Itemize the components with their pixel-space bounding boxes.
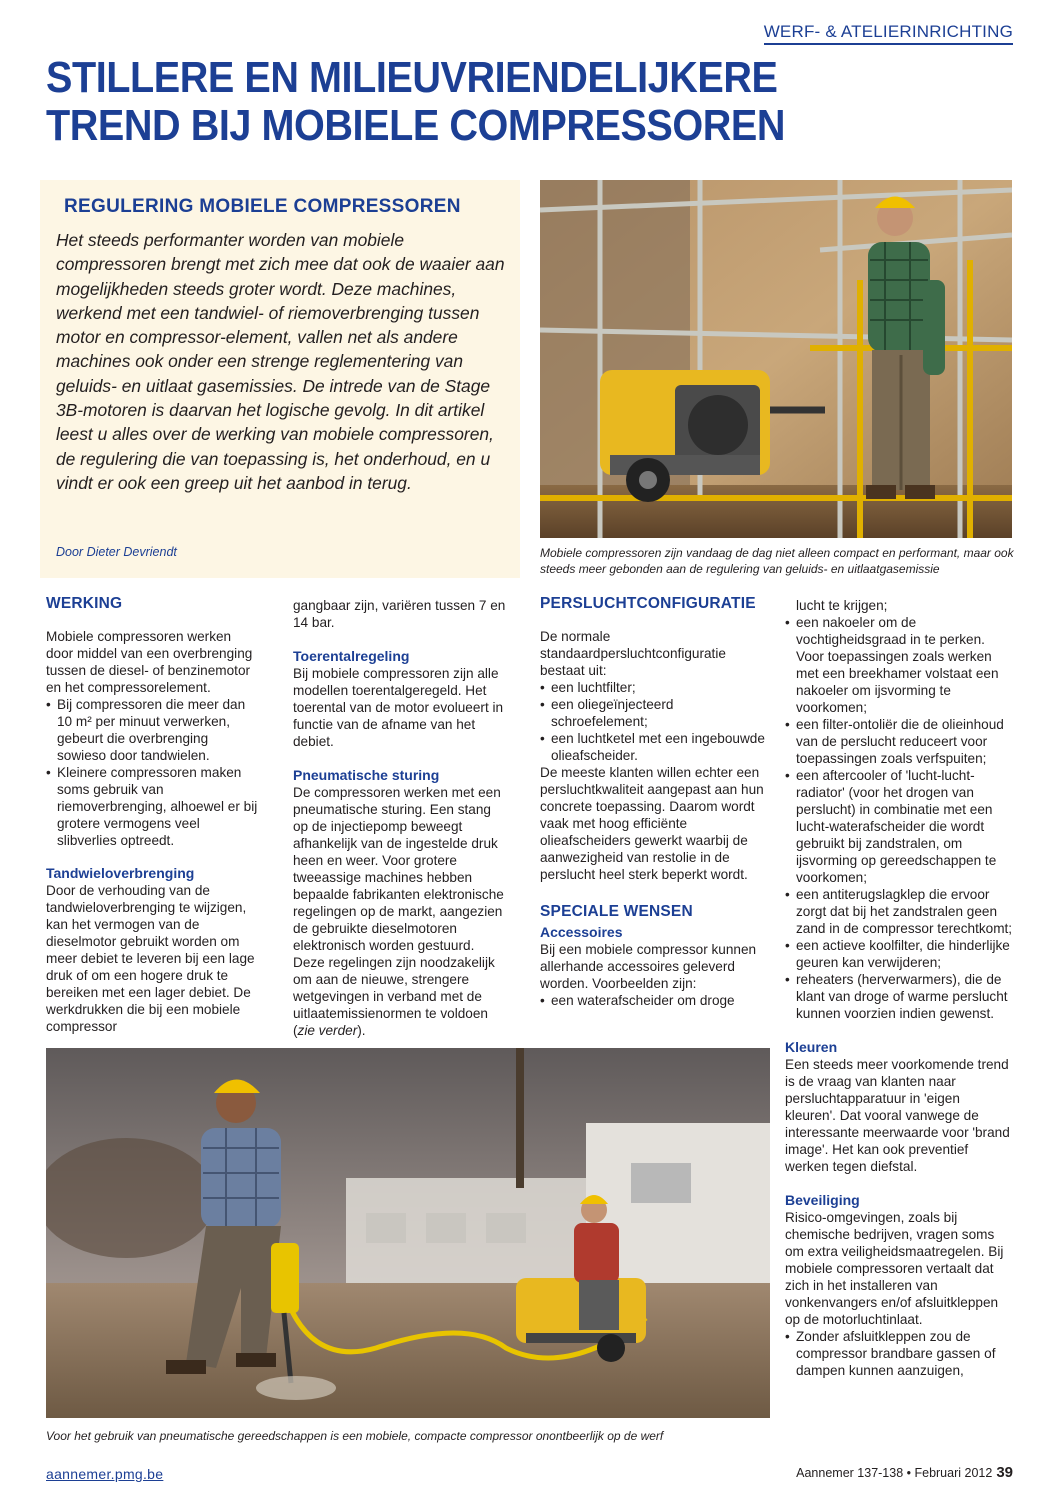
paragraph: Risico-omgevingen, zoals bij chemische bedrijven, vragen soms om extra veiligheidsmaatregelen. Bij mobiele compressoren vertaalt dat zich in het installeren van vonkenvangers en/of afsluitkleppen op de motorluchtinlaat. [785,1210,1004,1327]
heading-beveiliging: Beveiliging [785,1192,860,1208]
paragraph-end: ). [357,1023,366,1038]
heading-pneumatische-sturing: Pneumatische sturing [293,767,440,783]
bullet-item: • een luchtketel met een ingebouwde olieafscheider. [540,730,765,764]
heading-kleuren: Kleuren [785,1039,838,1055]
bullet-item: • een luchtfilter; [540,679,765,696]
bullet-item: • Zonder afsluitkleppen zou de compressor brandbare gassen of dampen kunnen aanzuigen, [785,1328,1013,1379]
paragraph: Mobiele compressoren werken door middel van een overbrenging tussen de diesel- of benzinemotor en het compressorelement. [46,629,253,695]
headline-line-1: STILLERE EN MILIEUVRIENDELIJKERE [46,53,778,102]
column-2 [293,597,508,1039]
intro-title: REGULERING MOBIELE COMPRESSOREN [64,196,461,217]
headline [46,54,928,150]
column-4 [785,597,1013,1379]
website-link[interactable]: aannemer.pmg.be [46,1466,164,1482]
photo-jackhammer-worksite [46,1048,770,1418]
bullet-item: • een waterafscheider om droge [540,992,765,1009]
section-label: WERF- & ATELIERINRICHTING [764,22,1013,45]
bullet-item: • een oliegeïnjecteerd schroefelement; [540,696,765,730]
bullet-item: • een nakoeler om de vochtigheidsgraad in te perken. Voor toepassingen zoals werken met een breekhamer volstaat een nakoeler om ijsvorming te voorkomen; [785,614,1013,716]
byline: Door Dieter Devriendt [56,545,177,559]
photo-scaffold-compressor [540,180,1012,538]
caption-top-photo: Mobiele compressoren zijn vandaag de dag niet alleen compact en performant, maar ook steeds meer gebonden aan de regulering van geluids- en uitlaatgasemissie [540,546,1014,576]
headline-line-2: TREND BIJ MOBIELE COMPRESSOREN [46,101,785,150]
column-1 [46,595,261,1035]
paragraph: Een steeds meer voorkomende trend is de vraag van klanten naar persluchtapparatuur in 'eigen kleuren'. Dat vooral vanwege de interessante meerwaarde voor 'brand image'. Het kan ook preventief werken tegen diefstal. [785,1057,1010,1174]
bullet-item: • Bij compressoren die meer dan 10 m² per minuut verwerken, gebeurt die overbrenging sowieso door tandwielen. [46,696,261,764]
paragraph: lucht te krijgen; [796,598,888,613]
page-number: 39 [996,1464,1013,1481]
heading-tandwieloverbrenging: Tandwieloverbrenging [46,865,195,881]
bullet-item: • reheaters (herverwarmers), die de klant van droge of warme perslucht kunnen voorzien indien gewenst. [785,971,1013,1022]
heading-accessoires: Accessoires [540,924,623,940]
heading-werking: WERKING [46,595,123,612]
paragraph: De meeste klanten willen echter een persluchtkwaliteit aangepast aan hun concrete toepassing. Daarom wordt vaak met hoog efficiënte olieafscheiders gewerkt waarbij de aanwezigheid van restolie in de perslucht heel sterk beperkt wordt. [540,765,764,882]
heading-toerentalregeling: Toerentalregeling [293,648,410,664]
intro-text [56,228,511,495]
paragraph: Door de verhouding van de tandwieloverbrenging te wijzigen, kan het vermogen van de dieselmotor gebruikt worden om meer debiet te leveren bij een lage druk of om een hogere druk te bereiken met een lager debiet. De werkdrukken die bij een mobiele compressor [46,883,255,1034]
bullet-item: • een filter-ontoliër die de olieinhoud van de perslucht reduceert voor toepassingen zoals verfspuiten; [785,716,1013,767]
page-footer [796,1464,1013,1481]
heading-persluchtconfiguratie: PERSLUCHTCONFIGURATIE [540,595,756,612]
bullet-item: • een actieve koolfilter, die hinderlijke geuren kan verwijderen; [785,937,1013,971]
paragraph-text: De compressoren werken met een pneumatische sturing. Een stang op de injectiepomp beweegt afhankelijk van de ingestelde druk heen en weer. Voor grotere tweeassige machines hebben bepaalde fabrikanten elektronische regelingen op de markt, aangezien de gebruikte dieselmotoren elektronisch worden gestuurd. Deze regelingen zijn noodzakelijk om aan de nieuwe, strengere wetgevingen in verband met de uitlaatemissienormen te voldoen ( [293,785,504,1038]
bullet-item: • een aftercooler of 'lucht-lucht-radiator' (voor het drogen van perslucht) in combinatie met een lucht-waterafscheider die wordt gebruikt bij zandstralen, om ijsvorming op gereedschappen te voorkomen; [785,767,1013,886]
bullet-item: • een antiterugslagklep die ervoor zorgt dat bij het zandstralen geen zand in de compressor terechtkomt; [785,886,1013,937]
column-3 [540,595,765,1009]
issue-info: Aannemer 137-138 • Februari 2012 [796,1466,993,1480]
paragraph: Bij een mobiele compressor kunnen allerhande accessoires geleverd worden. Voorbeelden zijn: [540,942,757,991]
paragraph: Bij mobiele compressoren zijn alle modellen toerentalgeregeld. Het toerental van de motor evolueert in functie van de afname van het debiet. [293,666,504,749]
paragraph: De normale standaardpersluchtconfiguratie bestaat uit: [540,629,726,678]
cross-reference: zie verder [297,1023,358,1038]
caption-bottom-photo: Voor het gebruik van pneumatische gereedschappen is een mobiele, compacte compressor onontbeerlijk op de werf [46,1429,664,1443]
heading-speciale-wensen: SPECIALE WENSEN [540,903,693,920]
paragraph: gangbaar zijn, variëren tussen 7 en 14 bar. [293,598,506,630]
paragraph [293,784,508,1039]
bullet-item: • Kleinere compressoren maken soms gebruik van riemoverbrenging, alhoewel er bij grotere vermogens veel slibverlies optreedt. [46,764,261,849]
intro-paragraph: Het steeds performanter worden van mobiele compressoren brengt met zich mee dat ook de waaier aan mogelijkheden steeds groter wordt. Deze machines, werkend met een tandwiel- of riemoverbrenging tussen motor en compressor-element, vallen net als andere machines ook onder een strenge reglementering van geluids- en uitlaat gasemissies. De intrede van de Stage 3B-motoren is daarvan het logische gevolg. In dit artikel leest u alles over de werking van mobiele compressoren, de regulering die van toepassing is, het onderhoud, en u vindt er ook een greep uit het aanbod in terug. [56,230,505,493]
